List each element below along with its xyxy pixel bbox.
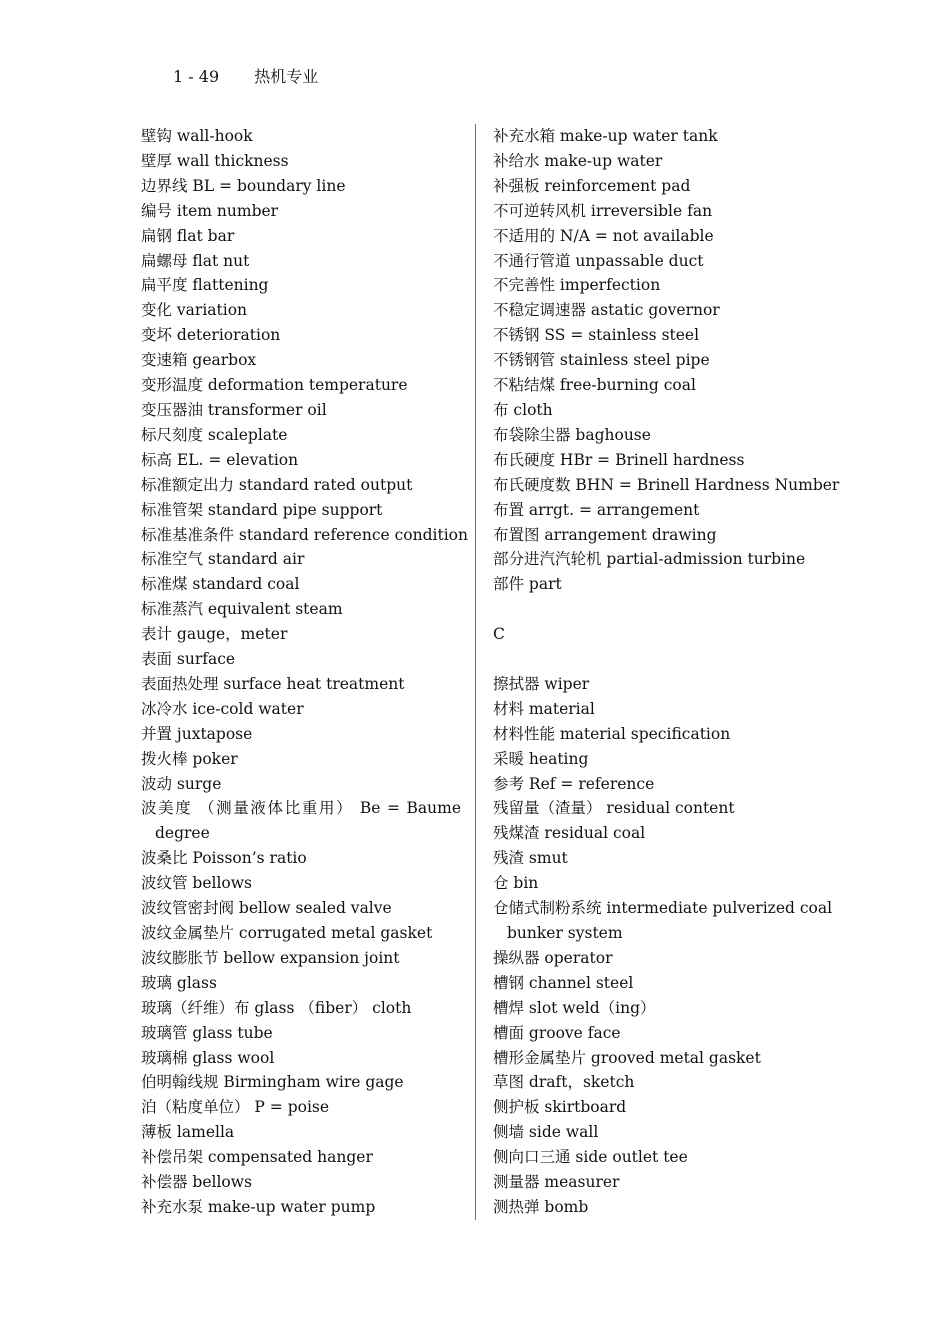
glossary-entry: 侧护板 skirtboard bbox=[493, 1098, 627, 1117]
blank-line bbox=[493, 647, 823, 672]
glossary-entry: 不完善性 imperfection bbox=[493, 276, 661, 295]
glossary-entry: 不稳定调速器 astatic governor bbox=[493, 301, 720, 320]
glossary-entry: 侧向口三通 side outlet tee bbox=[493, 1148, 688, 1167]
glossary-entry: 变坏 deterioration bbox=[141, 326, 281, 345]
glossary-entry: 标准煤 standard coal bbox=[141, 575, 300, 594]
glossary-entry: 不适用的 N/A = not available bbox=[493, 226, 714, 245]
glossary-entry: 拨火棒 poker bbox=[141, 749, 238, 768]
glossary-entry: 波纹金属垫片 corrugated metal gasket bbox=[141, 924, 433, 942]
glossary-entry: 波动 surge bbox=[141, 774, 222, 793]
glossary-entry: 布置 arrgt. = arrangement bbox=[493, 500, 700, 519]
glossary-entry: 扁螺母 flat nut bbox=[141, 251, 250, 270]
glossary-entry: 草图 draft，sketch bbox=[493, 1073, 635, 1092]
glossary-entry: 标准空气 standard air bbox=[141, 550, 305, 569]
glossary-entry: 波美度 （测量液体比重用） Be = Baume bbox=[141, 799, 461, 818]
glossary-entry: 布置图 arrangement drawing bbox=[493, 525, 717, 544]
glossary-entry: 玻璃棉 glass wool bbox=[141, 1048, 275, 1067]
glossary-entry: 残留量（渣量） residual content bbox=[493, 799, 735, 818]
glossary-entry: 材料性能 material specification bbox=[493, 724, 731, 743]
page-number: 1 - 49 bbox=[173, 67, 220, 86]
glossary-entry: 玻璃管 glass tube bbox=[141, 1023, 273, 1042]
glossary-entry: 操纵器 operator bbox=[493, 948, 613, 967]
glossary-entry: 标准蒸汽 equivalent steam bbox=[141, 600, 343, 619]
glossary-entry: 变速箱 gearbox bbox=[141, 351, 257, 370]
glossary-entry: 仓 bin bbox=[493, 874, 539, 893]
glossary-entry: 测量器 measurer bbox=[493, 1173, 620, 1192]
glossary-entry: 波桑比 Poisson’s ratio bbox=[141, 849, 307, 868]
glossary-entry: 扁平度 flattening bbox=[141, 276, 269, 295]
glossary-right-column bbox=[493, 124, 840, 1220]
glossary-entry: 布 cloth bbox=[493, 400, 553, 419]
glossary-entry: 变压器油 transformer oil bbox=[141, 400, 327, 419]
glossary-entry: 伯明翰线规 Birmingham wire gage bbox=[141, 1073, 404, 1092]
glossary-entry: 不锈钢 SS = stainless steel bbox=[493, 326, 700, 345]
glossary-entry: 边界线 BL = boundary line bbox=[141, 176, 346, 195]
glossary-entry: 壁钩 wall-hook bbox=[141, 127, 253, 145]
glossary-entry: 槽焊 slot weld（ing） bbox=[493, 998, 656, 1017]
glossary-entry: 不通行管道 unpassable duct bbox=[493, 251, 704, 270]
glossary-entry: 擦拭器 wiper bbox=[493, 674, 590, 693]
glossary-entry: 布氏硬度数 BHN = Brinell Hardness Number bbox=[493, 475, 840, 494]
glossary-entry: 仓储式制粉系统 intermediate pulverized coal bbox=[493, 899, 833, 918]
glossary-entry: 槽形金属垫片 grooved metal gasket bbox=[493, 1048, 761, 1067]
glossary-entry: 补偿吊架 compensated hanger bbox=[141, 1148, 373, 1167]
section-letter: C bbox=[493, 625, 505, 644]
glossary-entry: 标高 EL. = elevation bbox=[141, 450, 299, 469]
glossary-entry: 变形温度 deformation temperature bbox=[141, 376, 408, 395]
glossary-entry: 标准额定出力 standard rated output bbox=[141, 475, 413, 494]
glossary-entry: degree bbox=[155, 824, 210, 843]
glossary-entry: 冰冷水 ice-cold water bbox=[141, 699, 304, 718]
page-header bbox=[173, 66, 318, 88]
glossary-entry: 槽钢 channel steel bbox=[493, 973, 634, 992]
glossary-entry: 残煤渣 residual coal bbox=[493, 824, 646, 843]
glossary-entry: 不粘结煤 free-burning coal bbox=[493, 376, 696, 395]
glossary-entry: 部分进汽汽轮机 partial-admission turbine bbox=[493, 550, 806, 569]
glossary-entry: bunker system bbox=[507, 923, 623, 942]
glossary-entry: 采暖 heating bbox=[493, 749, 589, 768]
blank-line bbox=[493, 597, 823, 622]
glossary-entry: 薄板 lamella bbox=[141, 1123, 235, 1142]
glossary-entry: 不锈钢管 stainless steel pipe bbox=[493, 351, 710, 370]
glossary-entry: 补强板 reinforcement pad bbox=[493, 176, 691, 195]
glossary-entry: 表面热处理 surface heat treatment bbox=[141, 674, 405, 693]
glossary-entry: 部件 part bbox=[493, 575, 562, 594]
glossary-entry: 参考 Ref = reference bbox=[493, 774, 655, 793]
glossary-entry: 表面 surface bbox=[141, 650, 236, 669]
glossary-entry: 表计 gauge，meter bbox=[141, 625, 288, 644]
glossary-entry: 补偿器 bellows bbox=[141, 1173, 252, 1192]
glossary-entry: 残渣 smut bbox=[493, 849, 568, 868]
glossary-entry: 编号 item number bbox=[141, 201, 279, 220]
glossary-entry: 标准基准条件 standard reference condition bbox=[141, 525, 468, 544]
glossary-entry: 玻璃（纤维）布 glass （fiber） cloth bbox=[141, 998, 412, 1017]
glossary-entry: 补给水 make-up water bbox=[493, 151, 663, 170]
glossary-entry: 布袋除尘器 baghouse bbox=[493, 425, 651, 444]
glossary-entry: 布氏硬度 HBr = Brinell hardness bbox=[493, 450, 745, 469]
glossary-entry: 材料 material bbox=[493, 699, 595, 718]
glossary-entry: 标尺刻度 scaleplate bbox=[141, 425, 288, 444]
glossary-entry: 不可逆转风机 irreversible fan bbox=[493, 201, 713, 220]
glossary-entry: 波纹管 bellows bbox=[141, 874, 252, 893]
glossary-entry: 并置 juxtapose bbox=[141, 724, 253, 743]
glossary-entry: 壁厚 wall thickness bbox=[141, 151, 289, 170]
glossary-entry: 侧墙 side wall bbox=[493, 1123, 599, 1142]
glossary-entry: 波纹膨胀节 bellow expansion joint bbox=[141, 948, 400, 967]
glossary-entry: 标准管架 standard pipe support bbox=[141, 500, 383, 519]
glossary-entry: 变化 variation bbox=[141, 301, 248, 320]
glossary-entry: 补充水泵 make-up water pump bbox=[141, 1197, 376, 1216]
glossary-entry: 补充水箱 make-up water tank bbox=[493, 127, 718, 145]
column-divider bbox=[475, 124, 476, 1220]
glossary-entry: 扁钢 flat bar bbox=[141, 226, 235, 245]
glossary-entry: 测热弹 bomb bbox=[493, 1197, 589, 1216]
glossary-left-column bbox=[141, 124, 468, 1220]
glossary-entry: 槽面 groove face bbox=[493, 1023, 621, 1042]
glossary-entry: 波纹管密封阀 bellow sealed valve bbox=[141, 899, 392, 918]
glossary-entry: 泊（粘度单位） P = poise bbox=[141, 1098, 330, 1117]
page-title: 热机专业 bbox=[254, 67, 319, 86]
glossary-entry: 玻璃 glass bbox=[141, 973, 217, 992]
